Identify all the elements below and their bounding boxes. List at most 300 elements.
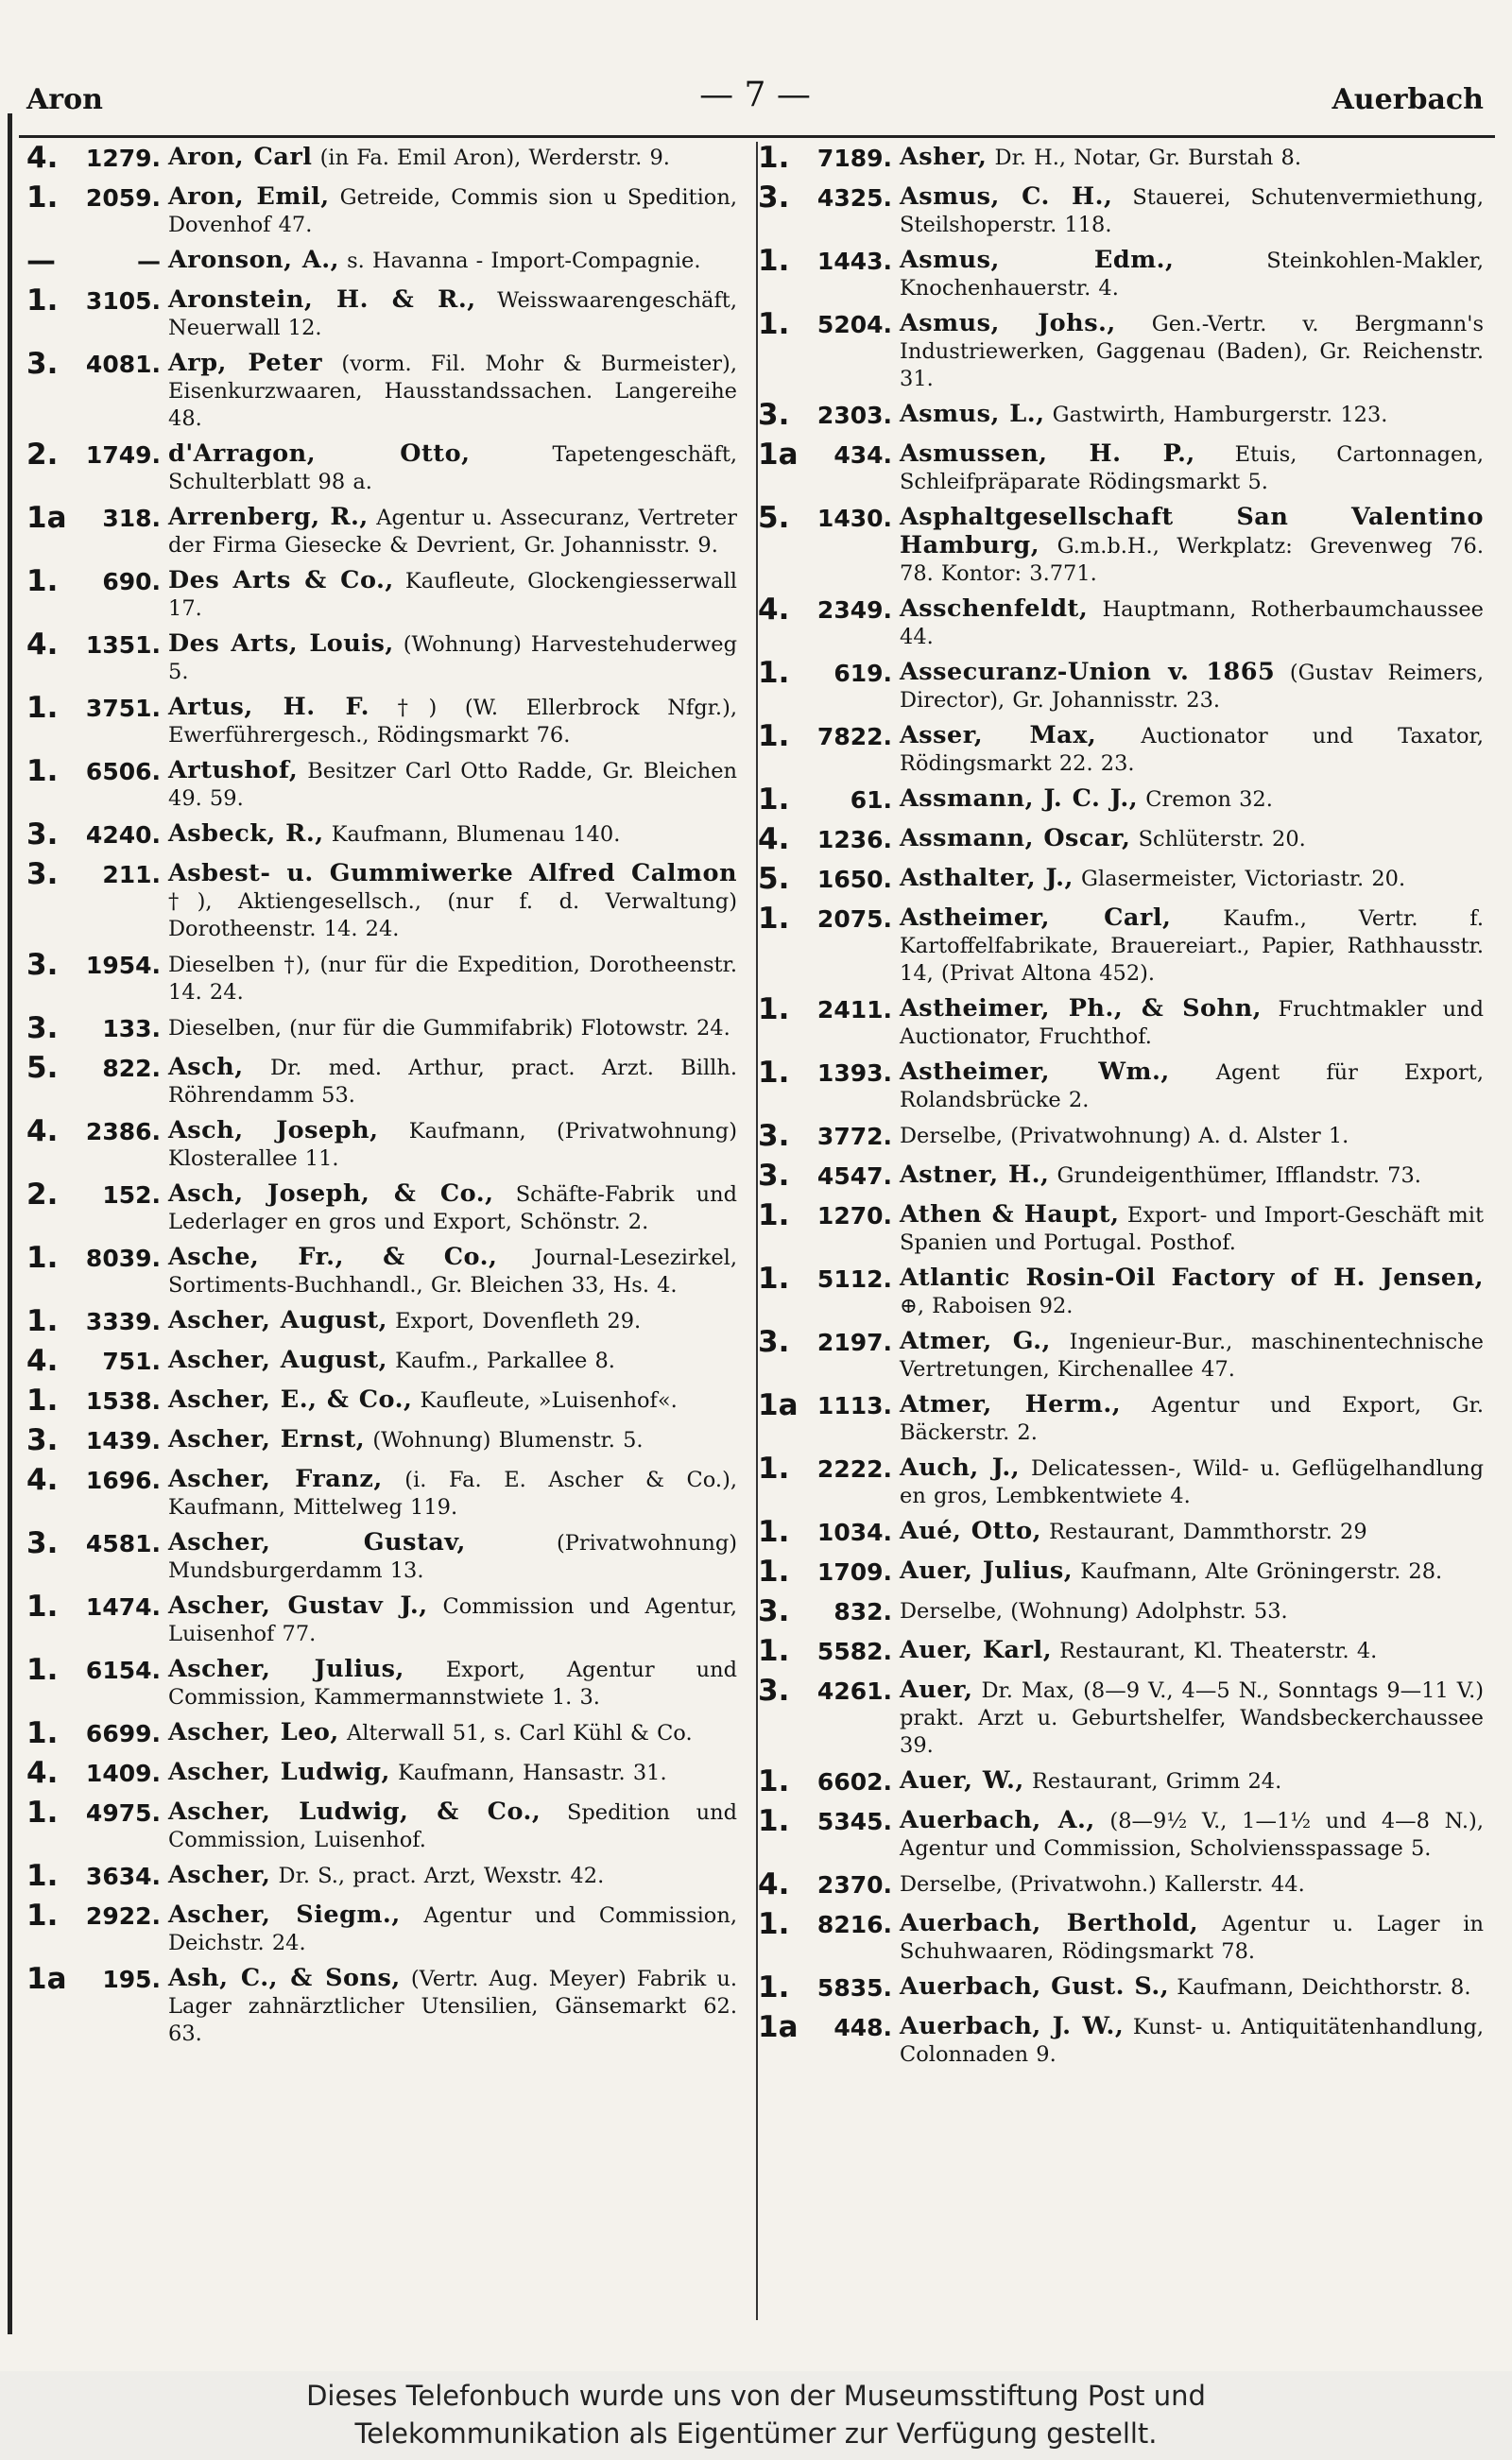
directory-entry bbox=[758, 1264, 1484, 1320]
exchange-code: 1. bbox=[758, 783, 790, 817]
entry-text bbox=[900, 401, 1484, 429]
subscriber-details: Hauptmann, Rotherbaumchaussee 44. bbox=[900, 597, 1484, 649]
directory-entry bbox=[758, 1970, 1484, 2005]
directory-entry bbox=[758, 1907, 1484, 1966]
phone-number: 1696. bbox=[85, 1467, 161, 1494]
entry-text bbox=[168, 1901, 737, 1957]
footer-line-2: Telekommunikation als Eigentümer zur Verfügung gestellt. bbox=[354, 2417, 1158, 2450]
subscriber-details: Kaufleute, »Luisenhof«. bbox=[412, 1388, 678, 1413]
phone-number: — bbox=[137, 248, 161, 275]
entry-text bbox=[900, 2013, 1484, 2069]
entry-text bbox=[900, 1557, 1484, 1586]
entry-text bbox=[168, 144, 737, 172]
exchange-code: 3. bbox=[26, 347, 59, 381]
exchange-code: 1. bbox=[758, 1555, 790, 1589]
exchange-code: 4. bbox=[758, 1867, 790, 1901]
entry-text bbox=[900, 183, 1484, 239]
exchange-code: 1a bbox=[26, 501, 67, 535]
directory-entry bbox=[758, 1198, 1484, 1257]
subscriber-name: Asbest- u. Gummiwerke Alfred Calmon bbox=[168, 859, 737, 887]
exchange-code: 1. bbox=[26, 1859, 59, 1893]
phone-number: 8039. bbox=[85, 1245, 161, 1272]
subscriber-details: Dr. Max, (8—9 V., 4—5 N., Sonntags 9—11 V.) prakt. Arzt u. Geburtshelfer, Wandsbeckerchaussee 39. bbox=[900, 1678, 1484, 1758]
directory-entry bbox=[758, 862, 1484, 897]
phone-number: 1439. bbox=[85, 1427, 161, 1454]
subscriber-name: Asser, Max, bbox=[900, 721, 1097, 749]
subscriber-details: (Wohnung) Harvestehuderweg 5. bbox=[168, 632, 737, 684]
phone-number: 1351. bbox=[85, 631, 161, 659]
entry-text bbox=[900, 1201, 1484, 1257]
subscriber-details: Besitzer Carl Otto Radde, Gr. Bleichen 49. 59. bbox=[168, 759, 737, 811]
exchange-code: 3. bbox=[758, 1594, 790, 1628]
entry-text bbox=[168, 1719, 737, 1747]
subscriber-name: Ascher, Ludwig, bbox=[168, 1758, 390, 1786]
directory-entry bbox=[26, 817, 737, 852]
exchange-code: 1. bbox=[758, 1970, 790, 2004]
exchange-code: 1. bbox=[26, 181, 59, 215]
entry-text bbox=[900, 722, 1484, 778]
subscriber-name: Asch, Joseph, & Co., bbox=[168, 1179, 494, 1208]
subscriber-name: Asmus, L., bbox=[900, 400, 1045, 428]
subscriber-name: Asch, Joseph, bbox=[168, 1116, 379, 1144]
subscriber-name: Astheimer, Wm., bbox=[900, 1058, 1170, 1086]
subscriber-name: Ascher, Leo, bbox=[168, 1718, 339, 1746]
entry-text bbox=[168, 1117, 737, 1173]
exchange-code: 3. bbox=[758, 1159, 790, 1193]
subscriber-details: Derselbe, (Privatwohnung) A. d. Alster 1. bbox=[900, 1124, 1349, 1148]
entry-text bbox=[168, 440, 737, 496]
phone-number: 2370. bbox=[816, 1871, 892, 1899]
subscriber-details: Kaufmann, Blumenau 140. bbox=[323, 822, 621, 847]
entry-text bbox=[168, 350, 737, 433]
phone-number: 5582. bbox=[816, 1638, 892, 1665]
directory-entry bbox=[758, 1867, 1484, 1902]
left-column bbox=[26, 141, 738, 2056]
exchange-code: 1. bbox=[758, 1056, 790, 1090]
directory-entry bbox=[26, 1304, 737, 1339]
directory-entry bbox=[758, 141, 1484, 176]
exchange-code: 4. bbox=[26, 1756, 59, 1790]
subscriber-name: Ascher, E., & Co., bbox=[168, 1385, 413, 1414]
directory-entry bbox=[26, 286, 737, 342]
directory-entry bbox=[758, 1634, 1484, 1669]
subscriber-details: Commission und Agentur, Luisenhof 77. bbox=[168, 1594, 737, 1646]
exchange-code: 3. bbox=[758, 1325, 790, 1359]
subscriber-details: Agentur und Commission, Deichstr. 24. bbox=[168, 1903, 737, 1955]
exchange-code: 3. bbox=[26, 1011, 59, 1045]
subscriber-name: Des Arts, Louis, bbox=[168, 629, 394, 658]
subscriber-details: Steinkohlen-Makler, Knochenhauerstr. 4. bbox=[900, 249, 1485, 301]
entry-text bbox=[168, 1426, 737, 1454]
entry-text bbox=[168, 247, 737, 275]
exchange-code: 3. bbox=[758, 398, 790, 432]
subscriber-details: Export- und Import-Geschäft mit Spanien und Portugal. Posthof. bbox=[900, 1203, 1484, 1255]
exchange-code: 1a bbox=[758, 1388, 799, 1422]
directory-entry bbox=[758, 1515, 1484, 1550]
entry-text bbox=[168, 1592, 737, 1648]
exchange-code: 1. bbox=[26, 284, 59, 318]
phone-number: 3339. bbox=[85, 1308, 161, 1335]
directory-entry bbox=[26, 1051, 737, 1110]
directory-entry bbox=[758, 1325, 1484, 1384]
exchange-code: 4. bbox=[26, 1344, 59, 1378]
directory-entry bbox=[758, 501, 1484, 588]
entry-text bbox=[900, 659, 1484, 714]
header-right-keyword: Auerbach bbox=[1332, 83, 1484, 116]
exchange-code: 1. bbox=[26, 691, 59, 725]
phone-number: 619. bbox=[833, 660, 892, 687]
exchange-code: 1. bbox=[758, 1634, 790, 1668]
subscriber-details: Dr. H., Notar, Gr. Burstah 8. bbox=[987, 146, 1301, 170]
phone-number: 1279. bbox=[85, 145, 161, 172]
phone-number: 4547. bbox=[816, 1162, 892, 1190]
entry-text bbox=[168, 1307, 737, 1335]
directory-entry bbox=[26, 1423, 737, 1458]
directory-entry bbox=[26, 1756, 737, 1791]
subscriber-name: Arp, Peter bbox=[168, 349, 323, 377]
directory-entry bbox=[26, 1716, 737, 1751]
header-rule bbox=[19, 135, 1495, 138]
exchange-code: 1a bbox=[758, 2010, 799, 2044]
subscriber-name: Ascher, Franz, bbox=[168, 1465, 383, 1493]
subscriber-name: Ascher, Gustav, bbox=[168, 1528, 466, 1557]
subscriber-name: Asphaltgesellschaft San Valentino Hamburg, bbox=[900, 503, 1484, 559]
exchange-code: 3. bbox=[758, 1674, 790, 1708]
subscriber-details: Delicatessen-, Wild- u. Geflügelhandlung en gros, Lembkentwiete 4. bbox=[900, 1456, 1484, 1508]
subscriber-name: Aron, Emil, bbox=[168, 182, 330, 211]
entry-text bbox=[168, 951, 737, 1006]
exchange-code: 1. bbox=[758, 307, 790, 341]
directory-entry bbox=[758, 1594, 1484, 1629]
entry-text bbox=[168, 1529, 737, 1585]
subscriber-name: Auerbach, Gust. S., bbox=[900, 1972, 1170, 2001]
directory-entry bbox=[758, 440, 1484, 496]
subscriber-details: Kaufm., Parkallee 8. bbox=[387, 1349, 615, 1373]
phone-number: 4975. bbox=[85, 1799, 161, 1827]
phone-number: 8216. bbox=[816, 1911, 892, 1938]
directory-entry bbox=[758, 398, 1484, 433]
phone-number: 5345. bbox=[816, 1808, 892, 1835]
subscriber-details: Kaufmann, (Privatwohnung) Klosterallee 11. bbox=[168, 1119, 737, 1171]
subscriber-details: Schäfte-Fabrik und Lederlager en gros und Export, Schönstr. 2. bbox=[168, 1182, 737, 1234]
subscriber-details: Kaufleute, Glockengiesserwall 17. bbox=[168, 569, 737, 621]
directory-entry bbox=[26, 1798, 737, 1854]
entry-text bbox=[900, 504, 1484, 588]
subscriber-name: Asthalter, J., bbox=[900, 864, 1074, 892]
exchange-code: — bbox=[26, 244, 56, 278]
directory-entry bbox=[758, 1804, 1484, 1863]
entry-text bbox=[900, 1328, 1484, 1384]
exchange-code: 4. bbox=[26, 1114, 59, 1148]
right-column bbox=[758, 141, 1485, 2076]
subscriber-details: (8—9½ V., 1—1½ und 4—8 N.), Agentur und Commission, Scholviensspassage 5. bbox=[900, 1809, 1484, 1861]
phone-number: 1393. bbox=[816, 1059, 892, 1087]
subscriber-name: Asmus, C. H., bbox=[900, 182, 1113, 211]
exchange-code: 1. bbox=[758, 992, 790, 1026]
entry-text bbox=[168, 1347, 737, 1375]
subscriber-details: (vorm. Fil. Mohr & Burmeister), Eisenkurzwaaren, Hausstandssachen. Langereihe 48. bbox=[168, 352, 737, 431]
subscriber-details: Dr. S., pract. Arzt, Wexstr. 42. bbox=[270, 1864, 605, 1888]
subscriber-name: Auer, bbox=[900, 1676, 973, 1704]
exchange-code: 3. bbox=[26, 1526, 59, 1560]
phone-number: 832. bbox=[833, 1598, 892, 1626]
phone-number: 2197. bbox=[816, 1329, 892, 1356]
exchange-code: 2. bbox=[26, 438, 59, 472]
subscriber-name: Asche, Fr., & Co., bbox=[168, 1243, 498, 1271]
directory-entry bbox=[26, 1901, 737, 1957]
phone-number: 2922. bbox=[85, 1902, 161, 1930]
entry-text bbox=[900, 1870, 1484, 1899]
subscriber-name: Auerbach, J. W., bbox=[900, 2012, 1125, 2040]
subscriber-details: ⊕, Raboisen 92. bbox=[900, 1294, 1074, 1318]
subscriber-details: Dieselben, (nur für die Gummifabrik) Flotowstr. 24. bbox=[168, 1016, 730, 1041]
entry-text bbox=[900, 1910, 1484, 1966]
entry-text bbox=[168, 860, 737, 943]
entry-text bbox=[168, 630, 737, 686]
phone-number: 690. bbox=[102, 568, 161, 595]
exchange-code: 1a bbox=[758, 438, 799, 472]
subscriber-details: †) (W. Ellerbrock Nfgr.), Ewerführergesch., Rödingsmarkt 76. bbox=[168, 696, 738, 748]
subscriber-name: Asmussen, H. P., bbox=[900, 439, 1195, 468]
entry-text bbox=[168, 1656, 737, 1712]
directory-entry bbox=[26, 754, 737, 813]
directory-entry bbox=[758, 595, 1484, 651]
subscriber-details: Kaufmann, Alte Gröningerstr. 28. bbox=[1073, 1559, 1443, 1584]
exchange-code: 1. bbox=[26, 1304, 59, 1338]
directory-entry bbox=[26, 1592, 737, 1648]
entry-text bbox=[900, 1122, 1484, 1150]
subscriber-details: Fruchtmakler und Auctionator, Fruchthof. bbox=[900, 997, 1484, 1049]
entry-text bbox=[168, 1180, 737, 1236]
directory-entry bbox=[758, 1557, 1484, 1590]
subscriber-name: Artushof, bbox=[168, 756, 299, 784]
exchange-code: 3. bbox=[758, 181, 790, 215]
directory-entry bbox=[758, 992, 1484, 1051]
subscriber-details: Auctionator und Taxator, Rödingsmarkt 22. 23. bbox=[900, 724, 1484, 776]
phone-number: 2075. bbox=[816, 905, 892, 933]
subscriber-name: Astner, H., bbox=[900, 1161, 1050, 1189]
directory-entry bbox=[758, 719, 1484, 778]
entry-text bbox=[900, 1637, 1484, 1665]
subscriber-name: Atmer, G., bbox=[900, 1327, 1051, 1355]
directory-entry bbox=[758, 1764, 1484, 1799]
subscriber-details: Agentur u. Lager in Schuhwaaren, Rödingsmarkt 78. bbox=[900, 1912, 1484, 1964]
directory-entry bbox=[26, 1241, 737, 1299]
phone-number: 434. bbox=[833, 441, 892, 469]
phone-number: 3105. bbox=[85, 287, 161, 315]
exchange-code: 1. bbox=[26, 1590, 59, 1624]
entry-text bbox=[900, 825, 1484, 853]
phone-number: 4081. bbox=[85, 351, 161, 378]
subscriber-name: Assecuranz-Union v. 1865 bbox=[900, 658, 1276, 686]
exchange-code: 4. bbox=[26, 1463, 59, 1497]
phone-number: 2303. bbox=[816, 402, 892, 429]
subscriber-details: Journal-Lesezirkel, Sortiments-Buchhandl., Gr. Bleichen 33, Hs. 4. bbox=[168, 1246, 737, 1298]
subscriber-details: Gen.-Vertr. v. Bergmann's Industriewerken, Gaggenau (Baden), Gr. Reichenstr. 31. bbox=[900, 312, 1484, 391]
exchange-code: 1. bbox=[758, 244, 790, 278]
subscriber-name: Ascher, Ernst, bbox=[168, 1425, 366, 1454]
phone-number: 152. bbox=[102, 1181, 161, 1209]
subscriber-details: Dr. med. Arthur, pract. Arzt. Billh. Röhrendamm 53. bbox=[168, 1056, 737, 1108]
directory-entry bbox=[26, 1859, 737, 1894]
subscriber-name: Asmus, Johs., bbox=[900, 309, 1116, 337]
phone-number: 1954. bbox=[85, 952, 161, 979]
entry-text bbox=[900, 865, 1484, 893]
exchange-code: 3. bbox=[26, 1423, 59, 1457]
directory-entry bbox=[26, 1180, 737, 1236]
subscriber-details: Export, Agentur und Commission, Kammermannstwiete 1. 3. bbox=[168, 1658, 737, 1710]
phone-number: 3751. bbox=[85, 695, 161, 722]
phone-number: 1113. bbox=[816, 1392, 892, 1419]
exchange-code: 1. bbox=[758, 1452, 790, 1486]
subscriber-details: Kaufm., Vertr. f. Kartoffelfabrikate, Brauereiart., Papier, Rathhausstr. 14, (Privat Altona 452). bbox=[900, 906, 1484, 986]
exchange-code: 1. bbox=[758, 1262, 790, 1296]
directory-entry bbox=[758, 244, 1485, 302]
subscriber-details: Derselbe, (Privatwohn.) Kallerstr. 44. bbox=[900, 1872, 1305, 1897]
subscriber-details: Stauerei, Schutenvermiethung, Steilshoperstr. 118. bbox=[900, 185, 1484, 237]
subscriber-details: Gastwirth, Hamburgerstr. 123. bbox=[1044, 403, 1388, 427]
exchange-code: 5. bbox=[26, 1051, 59, 1085]
subscriber-name: Atlantic Rosin-Oil Factory of H. Jensen, bbox=[900, 1264, 1484, 1292]
phone-number: 2349. bbox=[816, 596, 892, 624]
exchange-code: 1. bbox=[758, 141, 790, 175]
directory-entry bbox=[26, 1962, 737, 2048]
subscriber-name: Auerbach, A., bbox=[900, 1806, 1095, 1834]
directory-entry bbox=[26, 1344, 737, 1379]
subscriber-name: Auer, W., bbox=[900, 1766, 1024, 1795]
directory-entry bbox=[26, 564, 737, 623]
entry-text bbox=[168, 1054, 737, 1110]
subscriber-details: Tapetengeschäft, Schulterblatt 98 a. bbox=[168, 442, 738, 494]
subscriber-details: Kaufmann, Deichthorstr. 8. bbox=[1169, 1975, 1471, 2000]
exchange-code: 1a bbox=[26, 1962, 67, 1996]
directory-entry bbox=[26, 1463, 738, 1522]
phone-number: 6602. bbox=[816, 1768, 892, 1796]
directory-entry bbox=[758, 904, 1484, 988]
exchange-code: 1. bbox=[26, 754, 59, 788]
entry-text bbox=[900, 310, 1484, 393]
exchange-code: 3. bbox=[758, 1119, 790, 1153]
subscriber-name: Asschenfeldt, bbox=[900, 594, 1089, 623]
subscriber-details: Dieselben †), (nur für die Expedition, Dorotheenstr. 14. 24. bbox=[168, 953, 737, 1005]
phone-number: 1538. bbox=[85, 1387, 161, 1415]
subscriber-details: Agentur und Export, Gr. Bäckerstr. 2. bbox=[900, 1393, 1484, 1445]
entry-text bbox=[900, 440, 1484, 496]
entry-text bbox=[168, 183, 737, 239]
directory-entry bbox=[26, 244, 737, 279]
entry-text bbox=[168, 1244, 737, 1299]
entry-text bbox=[900, 144, 1484, 172]
subscriber-name: Asmus, Edm., bbox=[900, 246, 1175, 274]
phone-number: 1650. bbox=[816, 866, 892, 893]
subscriber-name: Assmann, J. C. J., bbox=[900, 784, 1139, 813]
phone-number: 2386. bbox=[85, 1118, 161, 1145]
exchange-code: 1. bbox=[26, 1384, 59, 1418]
header-left-keyword: Aron bbox=[26, 83, 103, 116]
entry-text bbox=[168, 1386, 737, 1415]
subscriber-name: Auer, Julius, bbox=[900, 1557, 1074, 1585]
directory-entry bbox=[758, 1161, 1484, 1194]
subscriber-name: Atmer, Herm., bbox=[900, 1390, 1122, 1419]
subscriber-details: Grundeigenthümer, Ifflandstr. 73. bbox=[1049, 1163, 1421, 1188]
exchange-code: 1. bbox=[758, 1907, 790, 1941]
subscriber-details: Getreide, Commis sion u Spedition, Dovenhof 47. bbox=[168, 185, 737, 237]
subscriber-details: (Gustav Reimers, Director), Gr. Johannisstr. 23. bbox=[900, 661, 1484, 713]
exchange-code: 3. bbox=[26, 948, 59, 982]
phone-number: 5835. bbox=[816, 1974, 892, 2002]
exchange-code: 1. bbox=[758, 1515, 790, 1549]
subscriber-name: Ascher, Siegm., bbox=[168, 1901, 401, 1929]
phone-number: 751. bbox=[102, 1348, 161, 1375]
directory-entry bbox=[758, 2010, 1485, 2069]
directory-entry bbox=[26, 501, 737, 559]
exchange-code: 5. bbox=[758, 862, 790, 896]
phone-number: 2411. bbox=[816, 996, 892, 1024]
subscriber-name: d'Arragon, Otto, bbox=[168, 439, 471, 468]
entry-text bbox=[900, 1807, 1484, 1863]
directory-entry bbox=[26, 691, 738, 749]
phone-number: 195. bbox=[102, 1966, 161, 1993]
phone-number: 6506. bbox=[85, 758, 161, 785]
exchange-code: 1. bbox=[758, 1764, 790, 1798]
subscriber-name: Astheimer, Carl, bbox=[900, 903, 1172, 932]
exchange-code: 1. bbox=[26, 1653, 59, 1687]
directory-entry bbox=[758, 1058, 1484, 1114]
subscriber-name: Ascher, Julius, bbox=[168, 1655, 404, 1683]
subscriber-name: Auer, Karl, bbox=[900, 1636, 1053, 1664]
entry-text bbox=[900, 995, 1484, 1051]
entry-text bbox=[900, 247, 1484, 302]
subscriber-name: Ascher, Gustav J., bbox=[168, 1591, 428, 1620]
exchange-code: 2. bbox=[26, 1178, 59, 1212]
entry-text bbox=[168, 1759, 737, 1787]
entry-text bbox=[900, 1597, 1484, 1626]
directory-entry bbox=[26, 857, 737, 943]
phone-number: 4240. bbox=[85, 821, 161, 849]
exchange-code: 1. bbox=[26, 564, 59, 598]
subscriber-details: Cremon 32. bbox=[1138, 787, 1273, 812]
subscriber-name: Asch, bbox=[168, 1053, 244, 1081]
entry-text bbox=[168, 1862, 737, 1890]
directory-entry bbox=[758, 1674, 1484, 1760]
subscriber-name: Ash, C., & Sons, bbox=[168, 1964, 401, 1992]
phone-number: 61. bbox=[850, 786, 892, 814]
subscriber-name: Athen & Haupt, bbox=[900, 1200, 1120, 1229]
exchange-code: 4. bbox=[758, 593, 790, 627]
directory-entry bbox=[26, 1011, 737, 1046]
exchange-code: 4. bbox=[26, 628, 59, 662]
subscriber-details: (Privatwohnung) Mundsburgerdamm 13. bbox=[168, 1531, 737, 1583]
phone-number: 1474. bbox=[85, 1593, 161, 1621]
entry-text bbox=[168, 1014, 737, 1042]
phone-number: 6154. bbox=[85, 1657, 161, 1684]
phone-number: 448. bbox=[833, 2014, 892, 2041]
directory-entry bbox=[26, 347, 737, 433]
exchange-code: 1. bbox=[26, 1796, 59, 1830]
exchange-code: 5. bbox=[758, 501, 790, 535]
entry-text bbox=[168, 1466, 737, 1522]
subscriber-details: †), Aktiengesellsch., (nur f. d. Verwaltung) Dorotheenstr. 14. 24. bbox=[168, 889, 737, 941]
phone-number: 4581. bbox=[85, 1530, 161, 1557]
directory-entry bbox=[26, 183, 737, 239]
phone-number: 318. bbox=[102, 505, 161, 532]
subscriber-name: Asbeck, R., bbox=[168, 819, 324, 848]
subscriber-details: s. Havanna - Import-Compagnie. bbox=[338, 249, 701, 273]
entry-text bbox=[168, 1798, 737, 1854]
directory-entry bbox=[758, 656, 1484, 714]
exchange-code: 1. bbox=[758, 1804, 790, 1838]
subscriber-name: Assmann, Oscar, bbox=[900, 824, 1131, 852]
